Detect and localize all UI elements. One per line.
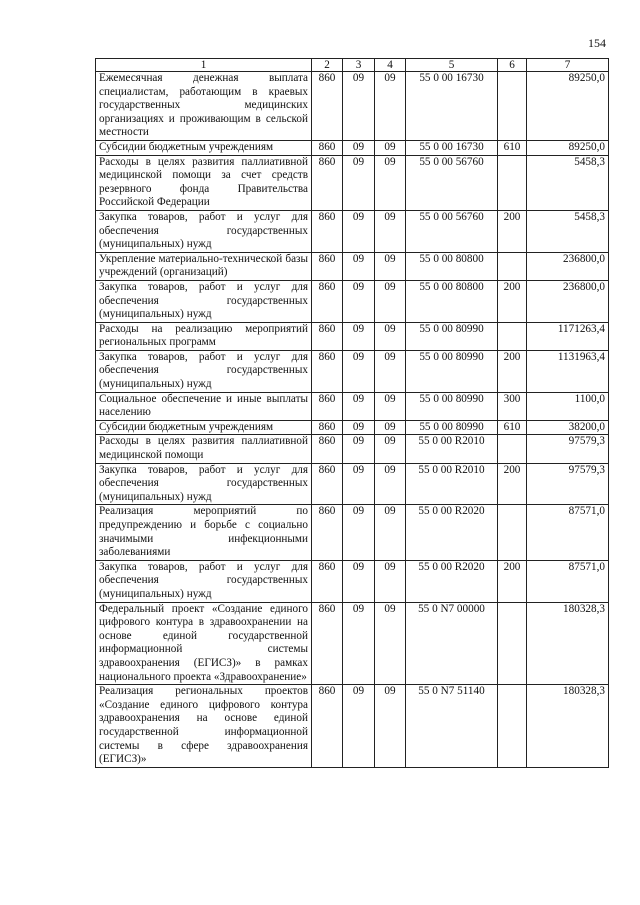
table-row: [96, 602, 609, 685]
target-article-cell: 55 0 00 80990: [406, 420, 498, 435]
expense-name-cell: Расходы на реализацию мероприятий региональных программ: [96, 322, 312, 350]
expense-name-cell: Реализация региональных проектов «Создание единого цифрового контура здравоохранения на основе единой государственной информационной системы в сфере здравоохранения (ЕГИСЗ)»: [96, 685, 312, 768]
expense-name-cell: Субсидии бюджетным учреждениям: [96, 420, 312, 435]
target-article-cell: 55 0 00 80990: [406, 350, 498, 392]
table-row: [96, 280, 609, 322]
table-row: [96, 685, 609, 768]
expense-type-cell: [498, 602, 527, 685]
ved-code-cell: 860: [312, 602, 343, 685]
subsection-code-cell: 09: [375, 602, 406, 685]
ved-code-cell: 860: [312, 435, 343, 463]
subsection-code-cell: 09: [375, 505, 406, 560]
ved-code-cell: 860: [312, 155, 343, 210]
amount-cell: 89250,0: [527, 72, 609, 141]
table-row: [96, 463, 609, 505]
section-code-cell: 09: [343, 685, 375, 768]
ved-code-cell: 860: [312, 322, 343, 350]
expense-type-cell: 200: [498, 280, 527, 322]
amount-cell: 180328,3: [527, 602, 609, 685]
target-article-cell: 55 0 N7 51140: [406, 685, 498, 768]
expense-type-cell: 200: [498, 560, 527, 602]
expense-name-cell: Ежемесячная денежная выплата специалистам, работающим в краевых государственных медицинских организациях и проживающим в сельской местности: [96, 72, 312, 141]
target-article-cell: 55 0 00 R2020: [406, 505, 498, 560]
section-code-cell: 09: [343, 560, 375, 602]
expense-name-cell: Социальное обеспечение и иные выплаты населению: [96, 392, 312, 420]
ved-code-cell: 860: [312, 252, 343, 280]
expense-name-cell: Закупка товаров, работ и услуг для обеспечения государственных (муниципальных) нужд: [96, 463, 312, 505]
subsection-code-cell: 09: [375, 155, 406, 210]
amount-cell: 1131963,4: [527, 350, 609, 392]
amount-cell: 236800,0: [527, 252, 609, 280]
target-article-cell: 55 0 00 80990: [406, 322, 498, 350]
ved-code-cell: 860: [312, 560, 343, 602]
ved-code-cell: 860: [312, 350, 343, 392]
ved-code-cell: 860: [312, 463, 343, 505]
expense-type-cell: [498, 435, 527, 463]
target-article-cell: 55 0 00 R2020: [406, 560, 498, 602]
amount-cell: 1100,0: [527, 392, 609, 420]
section-code-cell: 09: [343, 392, 375, 420]
target-article-cell: 55 0 00 80990: [406, 392, 498, 420]
ved-code-cell: 860: [312, 392, 343, 420]
header-cell-vr: 6: [498, 59, 527, 72]
target-article-cell: 55 0 00 56760: [406, 155, 498, 210]
expense-type-cell: [498, 505, 527, 560]
subsection-code-cell: 09: [375, 350, 406, 392]
target-article-cell: 55 0 00 16730: [406, 72, 498, 141]
ved-code-cell: 860: [312, 280, 343, 322]
expense-type-cell: 610: [498, 420, 527, 435]
subsection-code-cell: 09: [375, 560, 406, 602]
subsection-code-cell: 09: [375, 72, 406, 141]
target-article-cell: 55 0 00 80800: [406, 252, 498, 280]
table-row: [96, 435, 609, 463]
subsection-code-cell: 09: [375, 140, 406, 155]
subsection-code-cell: 09: [375, 280, 406, 322]
target-article-cell: 55 0 00 80800: [406, 280, 498, 322]
expense-name-cell: Реализация мероприятий по предупреждению и борьбе с социально значимыми инфекционными заболеваниями: [96, 505, 312, 560]
expense-name-cell: Федеральный проект «Создание единого цифрового контура в здравоохранении на основе единой государственной информационной системы здравоохранения (ЕГИСЗ)» в рамках национального проекта «Здравоохранение»: [96, 602, 312, 685]
target-article-cell: 55 0 00 56760: [406, 210, 498, 252]
amount-cell: 97579,3: [527, 435, 609, 463]
section-code-cell: 09: [343, 602, 375, 685]
section-code-cell: 09: [343, 420, 375, 435]
target-article-cell: 55 0 N7 00000: [406, 602, 498, 685]
expense-name-cell: Закупка товаров, работ и услуг для обеспечения государственных (муниципальных) нужд: [96, 210, 312, 252]
subsection-code-cell: 09: [375, 392, 406, 420]
expense-type-cell: [498, 252, 527, 280]
table-row: [96, 392, 609, 420]
ved-code-cell: 860: [312, 685, 343, 768]
expense-type-cell: [498, 322, 527, 350]
amount-cell: 87571,0: [527, 505, 609, 560]
header-row: [96, 59, 609, 72]
expense-name-cell: Расходы в целях развития паллиативной медицинской помощи: [96, 435, 312, 463]
header-cell-name: 1: [96, 59, 312, 72]
ved-code-cell: 860: [312, 140, 343, 155]
expense-type-cell: 610: [498, 140, 527, 155]
amount-cell: 5458,3: [527, 210, 609, 252]
table-row: [96, 420, 609, 435]
section-code-cell: 09: [343, 72, 375, 141]
expense-type-cell: 200: [498, 210, 527, 252]
target-article-cell: 55 0 00 R2010: [406, 435, 498, 463]
header-cell-rz: 3: [343, 59, 375, 72]
section-code-cell: 09: [343, 435, 375, 463]
table-row: [96, 560, 609, 602]
table-row: [96, 505, 609, 560]
amount-cell: 97579,3: [527, 463, 609, 505]
table-row: [96, 350, 609, 392]
budget-table: [95, 58, 609, 768]
section-code-cell: 09: [343, 463, 375, 505]
section-code-cell: 09: [343, 280, 375, 322]
section-code-cell: 09: [343, 322, 375, 350]
ved-code-cell: 860: [312, 210, 343, 252]
section-code-cell: 09: [343, 140, 375, 155]
header-cell-pr: 4: [375, 59, 406, 72]
section-code-cell: 09: [343, 505, 375, 560]
ved-code-cell: 860: [312, 505, 343, 560]
expense-type-cell: [498, 155, 527, 210]
amount-cell: 1171263,4: [527, 322, 609, 350]
expense-type-cell: [498, 685, 527, 768]
header-cell-ved: 2: [312, 59, 343, 72]
expense-name-cell: Субсидии бюджетным учреждениям: [96, 140, 312, 155]
subsection-code-cell: 09: [375, 435, 406, 463]
page-number: 154: [588, 36, 606, 50]
subsection-code-cell: 09: [375, 420, 406, 435]
section-code-cell: 09: [343, 210, 375, 252]
table-row: [96, 210, 609, 252]
expense-type-cell: 200: [498, 350, 527, 392]
amount-cell: 236800,0: [527, 280, 609, 322]
expense-type-cell: [498, 72, 527, 141]
expense-name-cell: Закупка товаров, работ и услуг для обеспечения государственных (муниципальных) нужд: [96, 560, 312, 602]
amount-cell: 89250,0: [527, 140, 609, 155]
expense-name-cell: Закупка товаров, работ и услуг для обеспечения государственных (муниципальных) нужд: [96, 280, 312, 322]
table-row: [96, 322, 609, 350]
amount-cell: 5458,3: [527, 155, 609, 210]
amount-cell: 180328,3: [527, 685, 609, 768]
header-cell-sum: 7: [527, 59, 609, 72]
subsection-code-cell: 09: [375, 252, 406, 280]
amount-cell: 87571,0: [527, 560, 609, 602]
section-code-cell: 09: [343, 350, 375, 392]
subsection-code-cell: 09: [375, 685, 406, 768]
amount-cell: 38200,0: [527, 420, 609, 435]
ved-code-cell: 860: [312, 72, 343, 141]
expense-name-cell: Расходы в целях развития паллиативной медицинской помощи за счет средств резервного фонда Правительства Российской Федерации: [96, 155, 312, 210]
table-row: [96, 155, 609, 210]
table-row: [96, 72, 609, 141]
subsection-code-cell: 09: [375, 210, 406, 252]
header-cell-csr: 5: [406, 59, 498, 72]
section-code-cell: 09: [343, 155, 375, 210]
expense-type-cell: 300: [498, 392, 527, 420]
table-row: [96, 252, 609, 280]
expense-name-cell: Укрепление материально-технической базы учреждений (организаций): [96, 252, 312, 280]
expense-type-cell: 200: [498, 463, 527, 505]
subsection-code-cell: 09: [375, 463, 406, 505]
target-article-cell: 55 0 00 16730: [406, 140, 498, 155]
subsection-code-cell: 09: [375, 322, 406, 350]
expense-name-cell: Закупка товаров, работ и услуг для обеспечения государственных (муниципальных) нужд: [96, 350, 312, 392]
table-row: [96, 140, 609, 155]
section-code-cell: 09: [343, 252, 375, 280]
target-article-cell: 55 0 00 R2010: [406, 463, 498, 505]
ved-code-cell: 860: [312, 420, 343, 435]
table-body: [96, 72, 609, 768]
